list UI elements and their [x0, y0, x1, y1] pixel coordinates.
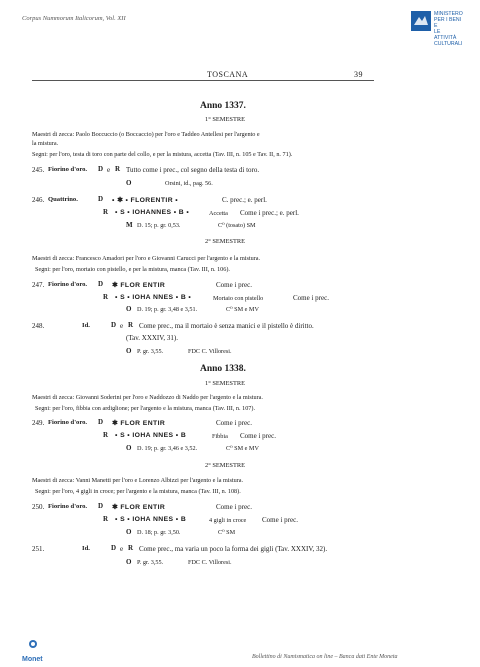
ministry-line: LE ATTIVITÀ [434, 29, 457, 41]
reference-symbol: O [126, 528, 132, 536]
reference-symbol: O [126, 305, 132, 313]
reference-text: Orsini, id., pag. 56. [165, 180, 213, 187]
reference-text: P. gr. 3,55. [137, 559, 164, 566]
obverse-description: Come i prec. [216, 281, 252, 289]
reference-grade: C⁰ SM [218, 529, 236, 536]
obverse-mark: D [98, 280, 104, 288]
ministry-name [434, 11, 463, 47]
entry-denomination: Id. [82, 322, 90, 329]
obverse-description: Come i prec. [216, 419, 252, 427]
semester-heading: 2° SEMESTRE [205, 462, 246, 469]
semester-heading: 1° SEMESTRE [205, 380, 246, 387]
entry-denomination: Fiorino d'oro. [48, 166, 88, 173]
entry-description: Come prec., ma il mortaio è senza manici e il pistello è diritto. [139, 322, 314, 330]
reverse-mark: R [103, 293, 109, 301]
ministry-line: PER I BENI E [434, 17, 462, 29]
obverse-mark: D [98, 418, 104, 426]
reference-text: P. gr. 3,55. [137, 348, 164, 355]
entry-number: 245. [32, 166, 45, 174]
footer-credit: Bollettino di Numismatica on line – Banca dati Ente Moneta [252, 654, 398, 660]
reference-text: D. 19; p. gr. 3,48 e 3,51. [137, 306, 198, 313]
moneta-logo-text: Monet [22, 656, 43, 663]
reference-symbol: O [126, 179, 132, 187]
entry-number: 248. [32, 322, 45, 330]
moneta-logo-icon [22, 639, 44, 655]
section-title: TOSCANA [207, 70, 249, 79]
reverse-mark: R [128, 544, 134, 552]
reference-grade: C⁰ SM e MV [226, 445, 259, 452]
year-title-1338: Anno 1338. [200, 364, 246, 374]
obverse-description: C. prec.; e. perl. [222, 196, 267, 204]
reverse-mark: R [128, 321, 134, 329]
moneta-logo [22, 639, 44, 663]
mint-masters: Maestri di zecca: Francesco Amadori per l'oro e Giovanni Carucci per l'argento e la mistura. [32, 255, 261, 262]
reference-symbol: O [126, 558, 132, 566]
reverse-mark: R [103, 431, 109, 439]
obverse-legend: ✱ FLOR ENTIR [112, 504, 166, 511]
entry-number: 249. [32, 419, 45, 427]
mint-mark-label: Fibbia [212, 433, 228, 440]
reference-text: D. 18; p. gr. 3,50. [137, 529, 181, 536]
reference-symbol: O [126, 347, 132, 355]
mint-masters: Maestri di zecca: Giovanni Soderini per l'oro e Naddozzo di Naddo per l'argento e la mistura. [32, 394, 263, 401]
mint-signs: Segni: per l'oro, 4 gigli in croce; per l'argento e la mistura, manca (Tav. III, n. 108). [35, 488, 241, 495]
connector: e [120, 322, 124, 330]
mint-mark-label: Accetta [209, 210, 228, 217]
mint-masters-cont: la mistura. [32, 140, 59, 147]
entry-denomination: Quattrino. [48, 196, 78, 203]
connector: e [107, 166, 111, 174]
obverse-legend: ✱ FLOR ENTIR [112, 282, 166, 289]
ministry-line: MINISTERO [434, 11, 463, 17]
reverse-legend: • S • IOHA NNES • B [115, 432, 187, 439]
entry-number: 250. [32, 503, 45, 511]
entry-denomination: Fiorino d'oro. [48, 503, 88, 510]
mint-signs: Segni: per l'oro, fibbia con ardiglione; per l'argento e la mistura, manca (Tav. III, n. 107). [35, 405, 256, 412]
reference-grade: C⁰ SM e MV [226, 306, 259, 313]
entry-denomination: Id. [82, 545, 90, 552]
reference-grade: FDC C. Villoresi. [188, 348, 232, 355]
reverse-legend: • S • IOHA NNES • B [115, 516, 187, 523]
reverse-mark: R [115, 165, 121, 173]
year-title-1337: Anno 1337. [200, 101, 246, 111]
reference-symbol: M [126, 221, 133, 229]
mint-signs: Segni: per l'oro, testa di toro con parte del collo, e per la mistura, accetta (Tav. III, n. 105 e Tav. II, n. 71). [32, 151, 293, 158]
mint-masters: Maestri di zecca: Vanni Manetti per l'oro e Lorenzo Albizzi per l'argento e la mistura. [32, 477, 244, 484]
reverse-mark: R [103, 208, 109, 216]
entry-denomination: Fiorino d'oro. [48, 281, 88, 288]
semester-heading: 1° SEMESTRE [205, 116, 246, 123]
reverse-description: Come i prec.; e. perl. [240, 209, 299, 217]
obverse-mark: D [98, 502, 104, 510]
obverse-legend: ✱ FLOR ENTIR [112, 420, 166, 427]
reverse-description: Come i prec. [293, 294, 329, 302]
connector: e [120, 545, 124, 553]
ministry-line: CULTURALI [434, 41, 463, 47]
obverse-mark: D [111, 544, 117, 552]
mint-mark-label: 4 gigli in croce [209, 517, 247, 524]
running-head: Corpus Nummorum Italicorum, Vol. XII [22, 15, 126, 22]
reverse-description: Come i prec. [262, 516, 298, 524]
obverse-mark: D [98, 165, 104, 173]
obverse-mark: D [111, 321, 117, 329]
entry-number: 251. [32, 545, 45, 553]
page-number: 39 [354, 70, 363, 79]
mint-mark-label: Mortaio con pistello [213, 295, 264, 302]
mint-signs: Segni: per l'oro, mortaio con pistello, e per la mistura, manca (Tav. III, n. 106). [35, 266, 230, 273]
header-rule [32, 80, 374, 81]
semester-heading: 2° SEMESTRE [205, 238, 246, 245]
reverse-mark: R [103, 515, 109, 523]
plate-reference: (Tav. XXXIV, 31). [126, 334, 179, 342]
obverse-legend: • ✱ • FLORENTIR • [112, 197, 179, 204]
reference-grade: FDC C. Villoresi. [188, 559, 232, 566]
reference-grade: C⁰ (tosato) SM [218, 222, 256, 229]
reference-symbol: O [126, 444, 132, 452]
reverse-legend: • S • IOHA NNES • B • [115, 294, 192, 301]
ministry-emblem-icon [411, 11, 431, 31]
entry-description: Come prec., ma varia un poco la forma dei gigli (Tav. XXXIV, 32). [139, 545, 328, 553]
reference-text: D. 15; p. gr. 0,53. [137, 222, 181, 229]
mint-masters: Maestri di zecca: Paolo Boccuccio (o Boccaccio) per l'oro e Taddeo Antellesi per l'argento e [32, 131, 260, 138]
entry-description: Tutto come i prec., col segno della testa di toro. [126, 166, 260, 174]
obverse-description: Come i prec. [216, 503, 252, 511]
reverse-legend: • S • IOHANNES • B • [115, 209, 190, 216]
obverse-mark: D [98, 195, 104, 203]
reverse-description: Come i prec. [240, 432, 276, 440]
entry-number: 246. [32, 196, 45, 204]
reference-text: D. 19; p. gr. 3,46 e 3,52. [137, 445, 198, 452]
entry-denomination: Fiorino d'oro. [48, 419, 88, 426]
entry-number: 247. [32, 281, 45, 289]
